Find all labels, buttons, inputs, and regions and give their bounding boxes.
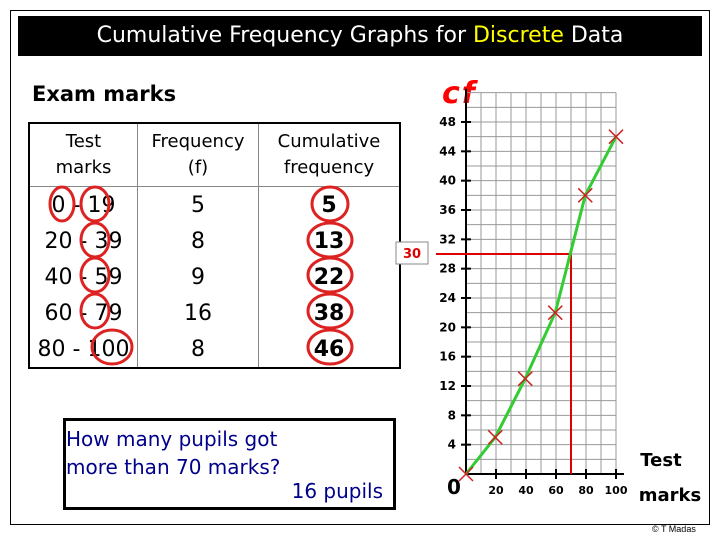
question-line1: How many pupils got [66, 427, 278, 451]
cf-cell: 5 [259, 187, 401, 224]
y-tick-label: 24 [439, 291, 456, 305]
x-tick-label: 60 [548, 484, 564, 497]
marks-cell: 40 - 59 [29, 259, 138, 295]
title-highlight: Discrete [472, 23, 564, 48]
copyright-text: © T Madas [652, 524, 696, 534]
cf-axis-label: cf [442, 76, 477, 111]
data-point-marker [518, 372, 532, 386]
y-tick-label: 36 [439, 203, 456, 217]
y-tick-label: 40 [439, 173, 456, 188]
marks-cell: 0 - 19 [29, 187, 138, 224]
marks-cell: 80 - 100 [29, 331, 138, 368]
header-cf-line1: Cumulative [277, 131, 381, 152]
exam-marks-heading: Exam marks [32, 82, 177, 106]
x-tick-label: 100 [604, 484, 628, 497]
header-cf-line2: frequency [283, 157, 375, 178]
y-tick-label: 44 [439, 144, 456, 159]
y-tick-label: 28 [439, 261, 456, 276]
cf-cell: 13 [259, 223, 401, 259]
frequency-cell: 9 [138, 259, 259, 295]
header-marks-line2: marks [55, 157, 112, 178]
y-tick-label: 32 [439, 232, 456, 247]
y-tick-label: 12 [439, 379, 456, 393]
title-text-after: Data [563, 23, 624, 48]
origin-label: 0 [447, 475, 461, 499]
y-tick-label: 4 [447, 437, 456, 452]
x-axis-title-line1: Test [640, 450, 682, 471]
frequency-cell: 16 [138, 295, 259, 331]
frequency-cell: 8 [138, 223, 259, 259]
frequency-cell: 8 [138, 331, 259, 368]
marks-cell: 60 - 79 [29, 295, 138, 331]
header-marks-line1: Test [65, 131, 102, 152]
marks-cell: 20 - 39 [29, 223, 138, 259]
x-axis-title-line2: marks [638, 485, 702, 506]
cf-cell: 46 [259, 331, 401, 368]
cf-cell: 22 [259, 259, 401, 295]
title-text-before: Cumulative Frequency Graphs for [96, 23, 473, 48]
y-tick-label: 16 [439, 349, 456, 364]
cf-cell: 38 [259, 295, 401, 331]
frequency-cell: 5 [138, 187, 259, 224]
x-tick-label: 40 [518, 484, 534, 497]
guide-label: 30 [402, 247, 422, 262]
y-tick-label: 48 [439, 115, 456, 129]
x-tick-label: 80 [578, 484, 594, 497]
header-freq-line2: (f) [187, 157, 209, 178]
question-line2: more than 70 marks? [66, 455, 281, 479]
header-freq-line1: Frequency [151, 131, 245, 152]
y-tick-label: 20 [439, 320, 456, 335]
y-tick-label: 8 [447, 408, 456, 423]
answer-text: 16 pupils [291, 479, 383, 503]
x-tick-label: 20 [488, 484, 504, 497]
data-point-marker [488, 430, 502, 444]
